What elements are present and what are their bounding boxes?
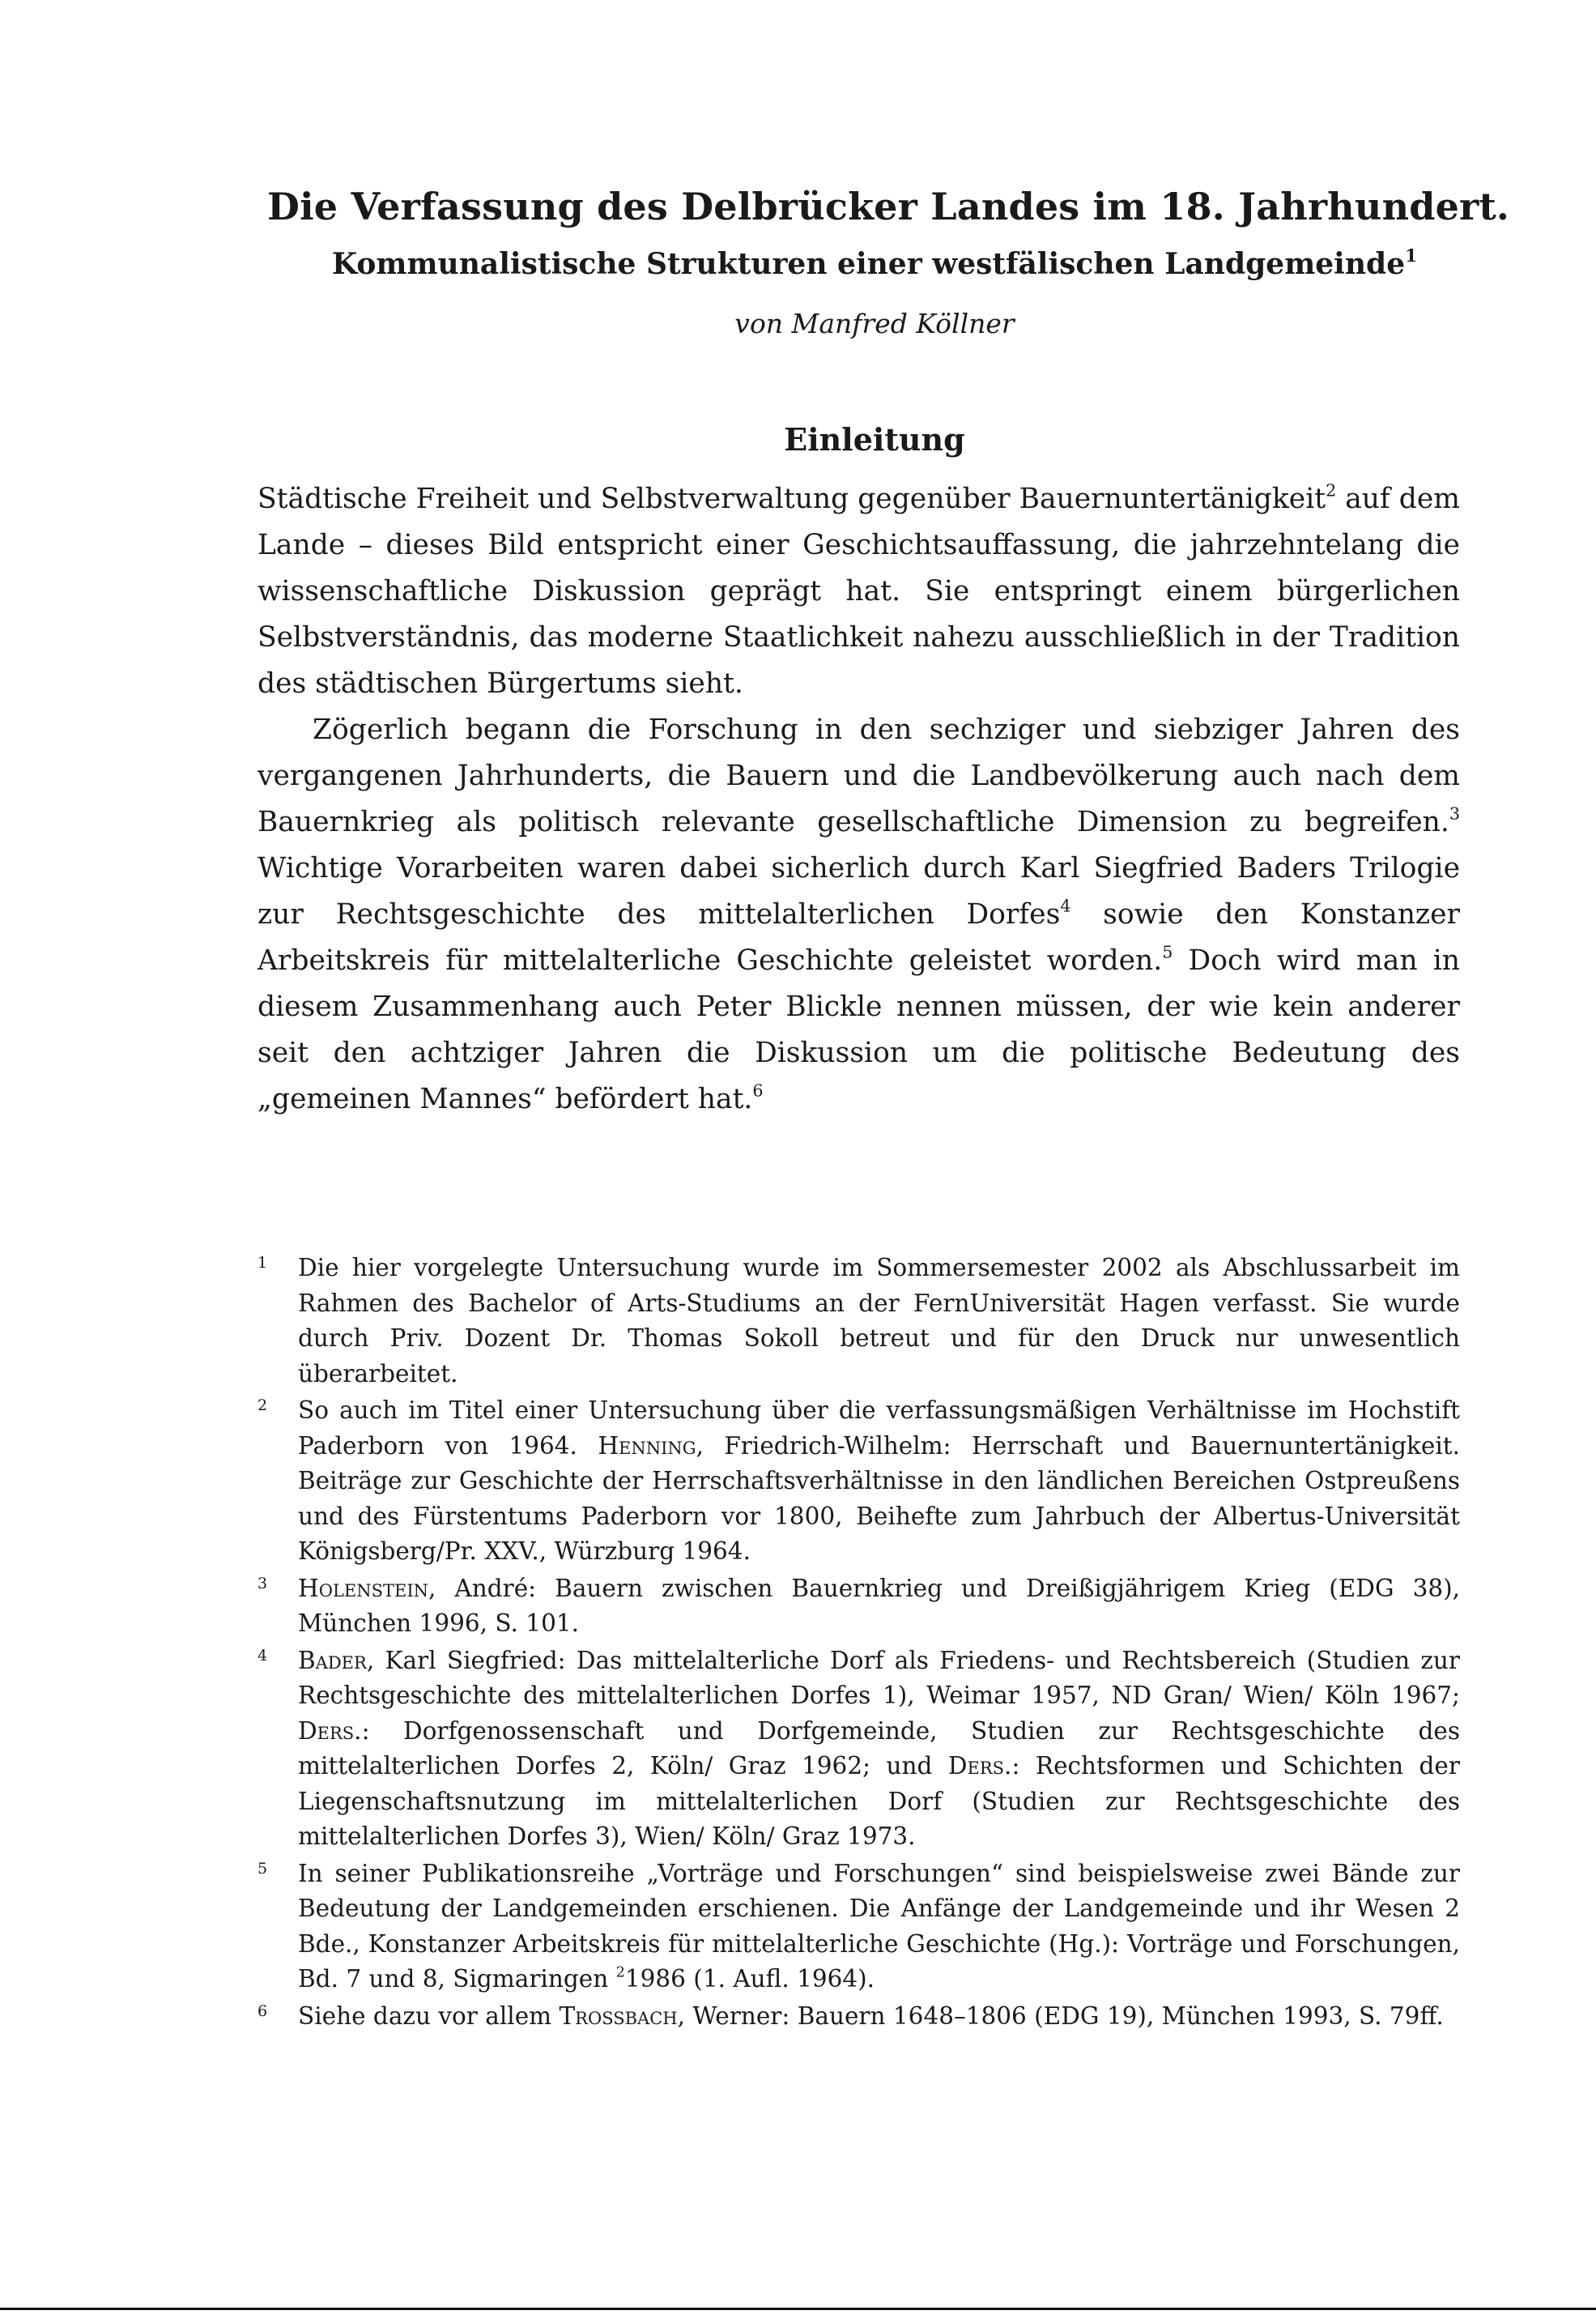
footnote-number: 3 [257,1574,268,1592]
author-name: Ders. [947,1752,1012,1780]
footnote-1 [257,1251,1460,1392]
paragraph-2-text: sowie den Konstanzer Arbeitskreis für mittelalterliche Geschichte geleistet worden. [257,898,1460,977]
footnote-text: So auch im Titel einer Untersuchung über die verfassungsmäßigen Verhältnisse im Hochstift Paderborn von 1964. [298,1396,1460,1460]
footnote-number: 1 [257,1254,268,1272]
footnote-text: 1986 (1. Aufl. 1964). [624,1965,875,1993]
footnote-text: , Friedrich-Wilhelm: Herrschaft und Bauernuntertänigkeit. Beiträge zur Geschichte der Herrschaftsverhältnisse in den ländlichen Bereichen Ostpreußens und des Fürstentums Paderborn vor 1800, Beihefte zum Jahrbuch der Albertus-Universität Königsberg/Pr. XXV., Würzburg 1964. [298,1431,1460,1565]
footnote-text: : Rechtsformen und Schichten der Liegenschaftsnutzung im mittelalterlichen Dorf (Studien zur Rechtsgeschichte des mittelalterlichen Dorfes 3), Wien/ Köln/ Graz 1973. [298,1752,1460,1850]
footnote-text: In seiner Publikationsreihe „Vorträge und Forschungen“ sind beispielsweise zwei Bände zur Bedeutung der Landgemeinden erschienen. Die Anfänge der Landgemeinde und ihr Wesen 2 Bde., Konstanzer Arbeitskreis für mittelalterliche Geschichte (Hg.): Vorträge und Forschungen, Bd. 7 und 8, Sigmaringen [298,1859,1460,1993]
footnote-number: 5 [257,1859,268,1878]
author-name: Henning [598,1431,696,1460]
document-title: Die Verfassung des Delbrücker Landes im 18. Jahrhundert. [267,185,1510,228]
footnote-ref-6: 6 [752,1081,764,1101]
author-line: von Manfred Köllner [734,308,1015,339]
paragraph-2-text: Zögerlich begann die Forschung in den sechziger und siebziger Jahren des vergangenen Jahrhunderts, die Bauern und die Landbevölkerung auch nach dem Bauernkrieg als politisch relevante gesellschaftliche Dimension zu begreifen. [257,714,1460,838]
footnote-number: 6 [257,2001,268,2020]
author-name: Bader [298,1646,367,1674]
footnote-3 [257,1571,1460,1642]
footnote-6 [257,1999,1460,2035]
footnote-text: : Dorfgenossenschaft und Dorfgemeinde, Studien zur Rechtsgeschichte des mittelalterlichen Dorfes 2, Köln/ Graz 1962; und [298,1716,1460,1780]
author-name: Trossbach [559,2001,678,2030]
footnote-ref-3: 3 [1449,804,1460,824]
body-text [257,476,1460,1123]
page-bottom-rule [0,2308,1596,2310]
paragraph-1 [257,476,1460,707]
paragraph-1-text: auf dem Lande – dieses Bild entspricht einer Geschichtsauffassung, die jahrzehntelang die wissenschaftliche Diskussion geprägt hat. Sie entspringt einem bürgerlichen Selbstverständnis, das moderne Staatlichkeit nahezu ausschließlich in der Tradition des städtischen Bürgertums sieht. [257,483,1460,700]
footnote-ref-1: 1 [1405,245,1418,266]
author-name: Holenstein [298,1574,428,1602]
subtitle-text: Kommunalistische Strukturen einer westfälischen Landgemeinde [331,247,1406,281]
footnote-ref-4: 4 [1060,896,1071,916]
footnote-text: Siehe dazu vor allem [298,2001,560,2030]
section-heading: Einleitung [784,421,965,458]
footnote-4 [257,1643,1460,1855]
edition-superscript: 2 [615,1964,625,1981]
paragraph-1-text: Städtische Freiheit und Selbstverwaltung gegenüber Bauernuntertänigkeit [257,483,1326,515]
footnote-number: 4 [257,1646,268,1665]
author-name: Ders. [298,1716,362,1745]
footnote-text: , Werner: Bauern 1648–1806 (EDG 19), München 1993, S. 79ff. [677,2001,1444,2030]
footnote-ref-2: 2 [1326,480,1337,501]
paragraph-2-text: Wichtige Vorarbeiten waren dabei sicherlich durch Karl Siegfried Baders Trilogie zur Rechtsgeschichte des mittelalterlichen Dorfes [257,852,1460,931]
footnote-2 [257,1393,1460,1570]
footnotes [257,1251,1460,2036]
paragraph-2 [257,707,1460,1123]
footnote-ref-5: 5 [1162,942,1173,962]
paragraph-2-text: Doch wird man in diesem Zusammenhang auch Peter Blickle nennen müssen, der wie kein anderer seit den achtziger Jahren die Diskussion um die politische Bedeutung des „gemeinen Mannes“ befördert hat. [257,944,1460,1115]
footnote-text: , Karl Siegfried: Das mittelalterliche Dorf als Friedens- und Rechtsbereich (Studien zur Rechtsgeschichte des mittelalterlichen Dorfes 1), Weimar 1957, ND Gran/ Wien/ Köln 1967; [298,1646,1460,1709]
footnote-number: 2 [257,1396,268,1414]
footnote-text: , André: Bauern zwischen Bauernkrieg und Dreißigjährigem Krieg (EDG 38), München 1996, S. 101. [298,1574,1460,1637]
footnote-text: Die hier vorgelegte Untersuchung wurde im Sommersemester 2002 als Abschlussarbeit im Rahmen des Bachelor of Arts-Studiums an der FernUniversität Hagen verfasst. Sie wurde durch Priv. Dozent Dr. Thomas Sokoll betreut und für den Druck nur unwesentlich überarbeitet. [298,1254,1460,1388]
footnote-5 [257,1856,1460,1997]
document-subtitle [267,247,1482,281]
